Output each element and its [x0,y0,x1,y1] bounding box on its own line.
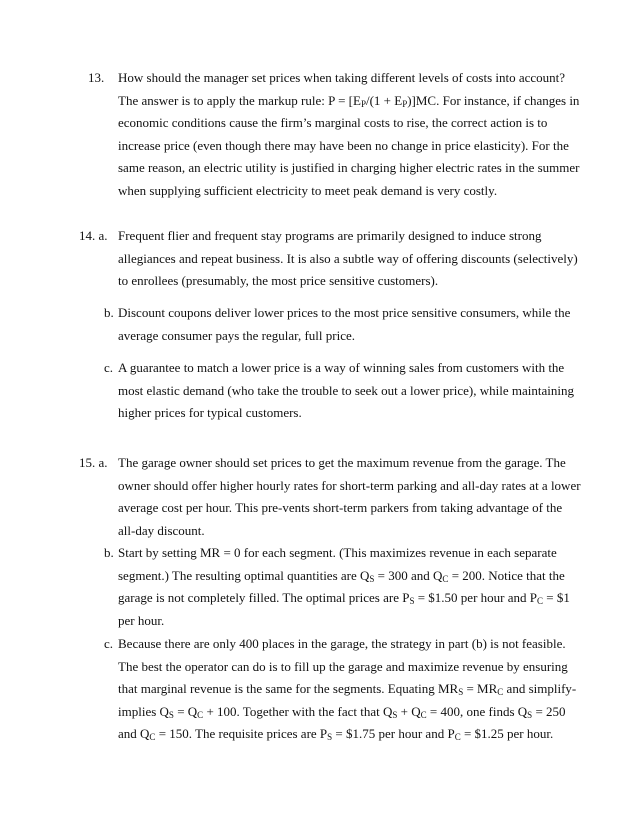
text-line: most elastic demand (who take the trouble to seek out a lower price), while maintaining [118,382,574,398]
text-line: The best the operator can do is to fill up the garage and maximize revenue by ensuring [118,658,568,674]
text-line: per hour. [118,612,165,628]
answer-text [118,633,618,746]
text-line: garage is not completely filled. The optimal prices are $P_S$ = $1.50 per hour and $P_C$ = $1 [118,590,570,606]
text-line: The answer is to apply the markup rule: $P = [E_P/(1 + E_P)]MC$. For instance, if changes in [118,92,580,109]
text-line: economic conditions cause the firm’s marginal costs to rise, the correct action is to [118,115,548,130]
item-number: c. [104,360,114,375]
text-line: implies $Q_S = Q_C + 100$. Together with the fact that $Q_S + Q_C = 400$, one finds $Q_S = 250$ [118,703,566,720]
text-line: segment.) The resulting optimal quantities are $Q_S = 300$ and $Q_C = 200$. Notice that the [118,567,565,584]
answer-text [118,67,618,202]
answer-text [118,357,618,425]
item-number: 15. a. [79,455,108,470]
text-line: higher prices for typical customers. [118,405,302,420]
answer-text [118,542,618,632]
text-line: average cost per hour. This pre-vents short-term parkers from taking advantage of the [118,500,563,515]
text-line: The garage owner should set prices to get the maximum revenue from the garage. The [118,455,566,470]
text-line: Start by setting MR = 0 for each segment. (This maximizes revenue in each separate [118,545,557,560]
text-line: average consumer pays the regular, full price. [118,327,355,343]
text-line: Discount coupons deliver lower prices to the most price sensitive consumers, while the [118,305,571,320]
text-line: same reason, an electric utility is justified in charging higher electric rates in the summer [118,160,580,175]
text-line: Frequent flier and frequent stay programs are primarily designed to induce strong [118,228,542,243]
text-line: to enrollees (presumably, the most price sensitive customers). [118,273,439,288]
item-number: b. [104,305,114,320]
text-line: when supplying sufficient electricity to meet peak demand is very costly. [118,182,498,198]
item-number: c. [104,636,114,651]
text-line: all-day discount. [118,522,205,538]
item-number: b. [104,545,114,560]
answer-text [118,225,618,293]
item-number: 13. [88,70,105,85]
answer-text [118,452,618,542]
text-line: and $Q_C = 150$. The requisite prices are $P_S$ = $1.75 per hour and $P_C$ = $1.25 per hour. [118,726,554,742]
text-line: A guarantee to match a lower price is a way of winning sales from customers with the [118,360,565,375]
item-number: 14. a. [79,228,108,243]
text-line: Because there are only 400 places in the garage, the strategy in part (b) is not feasible. [118,636,566,651]
text-line: How should the manager set prices when taking different levels of costs into account? [118,70,566,85]
text-line: allegiances and repeat business. It is also a subtle way of offering discounts (selectively) [118,250,578,266]
text-line: owner should offer higher hourly rates for short-term parking and all-day rates at a lower [118,477,581,493]
text-line: increase price (even though there may have been no change in price elasticity). For the [118,137,569,153]
text-line: that marginal revenue is the same for the segments. Equating $MR_S = MR_C$ and simplify- [118,681,577,697]
answer-text [118,302,618,347]
